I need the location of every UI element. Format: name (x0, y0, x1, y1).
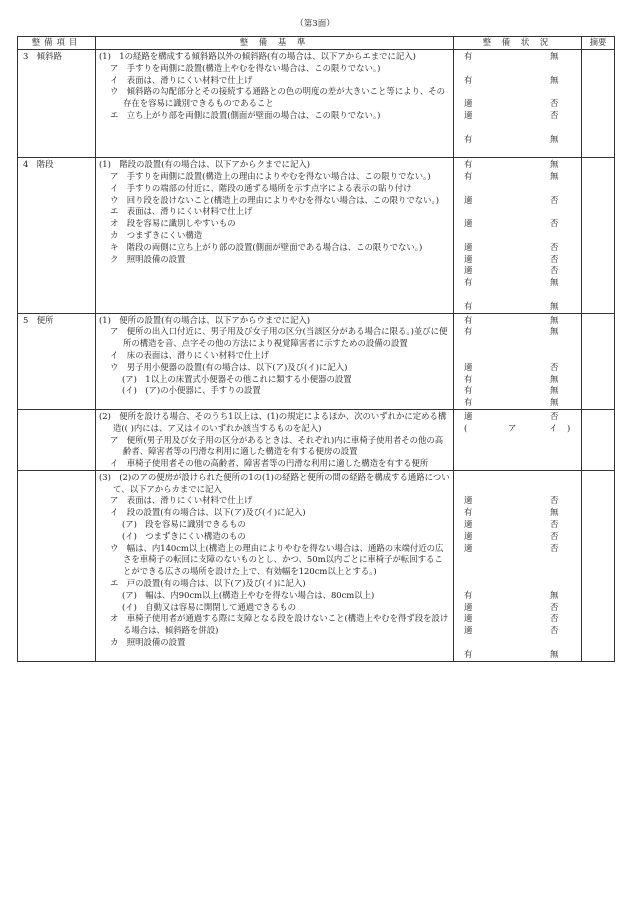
standard-line: ウ 回り段を設けないこと(構造上の理由によりやむを得ない場合は、この限りでない。) (110, 194, 439, 205)
status-line (454, 578, 581, 590)
status-line (454, 602, 581, 614)
status-option: 適 (464, 601, 473, 612)
standard-line: イ 段の設置(有の場合は、以下(ア)及び(イ)に記入) (110, 507, 306, 518)
status-option: 否 (550, 601, 559, 612)
status-option: 否 (550, 519, 559, 530)
status-option: 適 (464, 625, 473, 636)
notes-cell (582, 158, 615, 313)
status-line (454, 338, 581, 350)
status-line (454, 63, 581, 75)
status-line (454, 554, 581, 566)
status-option: 有 (464, 507, 473, 518)
table-row (18, 470, 615, 661)
status-option: 適 (464, 542, 473, 553)
status-option: 適 (464, 194, 473, 205)
notes-cell (582, 50, 615, 158)
status-option: 有 (464, 159, 473, 170)
standard-line: イ 床の表面は、滑りにくい材料で仕上げ (110, 349, 270, 360)
status-option: 適 (464, 265, 473, 276)
status-line (454, 484, 581, 496)
status-option: 無 (550, 74, 559, 85)
status-option: 有 (464, 648, 473, 659)
status-option: 否 (550, 495, 559, 506)
status-option: 適 (464, 410, 473, 421)
standard-line: (イ) つまずきにくい構造のもの (122, 530, 246, 541)
status-option: 否 (550, 613, 559, 624)
status-option: 有 (464, 51, 473, 61)
checklist-table (17, 36, 615, 662)
standard-line: (イ) 自動又は容易に開閉して通過できるもの (122, 601, 297, 612)
standard-line: ア 手すりを両側に設置(構造上やむを得ない場合は、この限りでない。) (110, 62, 381, 73)
status-option: 無 (550, 373, 559, 384)
status-line (454, 350, 581, 362)
item-cell: 5 便所 (18, 313, 96, 409)
standard-line: エ 表面は、滑りにくい材料で仕上げ (110, 206, 253, 217)
standard-line: ク 照明設備の設置 (110, 253, 186, 264)
status-option: 否 (550, 194, 559, 205)
status-line (454, 495, 581, 507)
status-line (454, 637, 581, 649)
status-line (454, 195, 581, 207)
status-line (454, 590, 581, 602)
item-cell (18, 470, 96, 661)
status-option: 有 (464, 277, 473, 288)
notes-cell (582, 313, 615, 409)
status-option: 無 (550, 277, 559, 288)
status-cell (454, 470, 582, 661)
status-line (454, 625, 581, 637)
status-line (454, 315, 581, 327)
choice-i: イ (549, 422, 558, 433)
table-row (18, 158, 615, 313)
table-row (18, 313, 615, 409)
status-line (454, 301, 581, 313)
status-option: 無 (550, 397, 559, 408)
status-line (454, 122, 581, 134)
standard-cell (96, 313, 454, 409)
status-option: 否 (550, 625, 559, 636)
status-option: 適 (464, 519, 473, 530)
status-line (454, 649, 581, 661)
status-option: 有 (464, 74, 473, 85)
status-option: 無 (550, 314, 559, 325)
status-option: 有 (464, 385, 473, 396)
status-option: 否 (550, 542, 559, 553)
status-line (454, 171, 581, 183)
paren-open: ( (464, 422, 468, 433)
standard-line: (イ) (ア)の小便器に、手すりの設置 (122, 385, 261, 396)
status-line (454, 110, 581, 122)
status-line (454, 411, 581, 423)
table-row (18, 409, 615, 470)
choice-a: ア (508, 422, 517, 433)
status-option: 有 (464, 589, 473, 600)
paren-close: ) (567, 422, 571, 433)
status-line (454, 543, 581, 555)
status-option: 適 (464, 361, 473, 372)
checklist-body (18, 50, 615, 662)
status-line (454, 397, 581, 409)
status-line (454, 98, 581, 110)
status-line (454, 374, 581, 386)
standard-line: イ 手すりの端部の付近に、階段の通ずる場所を示す点字による表示の貼り付け (110, 182, 412, 193)
standard-line: (ア) 幅は、内90cm以上(構造上やむを得ない場合は、80cm以上) (122, 589, 375, 600)
standard-line: カ つまずきにくい構造 (110, 229, 203, 240)
status-option: 有 (464, 373, 473, 384)
status-option: 無 (550, 507, 559, 518)
status-line (454, 242, 581, 254)
status-line (454, 519, 581, 531)
standard-line: ア 便所(男子用及び女子用の区分があるときは、それぞれ)内に車椅子使用者その他の高齢者、障害者等の円滑な利用に適した構造を有する便房の設置 (110, 434, 444, 457)
status-option: 無 (550, 170, 559, 181)
standard-line: カ 照明設備の設置 (110, 637, 186, 648)
status-line (454, 134, 581, 146)
status-line (454, 206, 581, 218)
status-line (454, 86, 581, 98)
status-option: 無 (550, 51, 559, 61)
status-line (454, 75, 581, 87)
standard-line: ウ 男子用小便器の設置(有の場合は、以下(ア)及び(イ)に記入) (110, 361, 348, 372)
header-item: 整備項目 (18, 37, 96, 50)
item-cell (18, 409, 96, 470)
standard-line: ア 手すりを両側に設置(構造上の理由によりやむを得ない場合は、この限りでない。) (110, 170, 431, 181)
status-line (454, 230, 581, 242)
status-option: 否 (550, 98, 559, 109)
standard-line: (ア) 段を容易に識別できるもの (122, 519, 246, 530)
status-line (454, 472, 581, 484)
status-option: 無 (550, 326, 559, 337)
status-option: 否 (550, 410, 559, 421)
status-option: 適 (464, 495, 473, 506)
status-option: 有 (464, 397, 473, 408)
standard-line: (3) (2)のアの便房が設けられた便所の1の(1)の経路と便所の間の経路を構成する通路について、以下アからカまでに記入 (99, 471, 450, 494)
table-row (18, 50, 615, 158)
standard-line: イ 車椅子使用者その他の高齢者、障害者等の円滑な利用に適した構造を有する便所 (110, 458, 429, 469)
standard-line: キ 階段の両側に立ち上がり部の設置(側面が壁面である場合は、この限りでない。) (110, 241, 423, 252)
standard-cell (96, 50, 454, 158)
status-option: 有 (464, 326, 473, 337)
status-option: 無 (550, 648, 559, 659)
status-option: 無 (550, 589, 559, 600)
standard-cell (96, 158, 454, 313)
status-line (454, 145, 581, 157)
status-option: 有 (464, 300, 473, 311)
status-option: 否 (550, 530, 559, 541)
status-choice-line (454, 423, 581, 435)
status-option: 無 (550, 300, 559, 311)
status-option: 適 (464, 530, 473, 541)
status-option: 無 (550, 133, 559, 144)
notes-cell (582, 470, 615, 661)
standard-line: (1) 1の経路を構成する傾斜路以外の傾斜路(有の場合は、以下アからエまでに記入) (99, 51, 416, 61)
status-option: 有 (464, 133, 473, 144)
status-line (454, 277, 581, 289)
status-line (454, 51, 581, 63)
status-option: 有 (464, 314, 473, 325)
status-cell (454, 313, 582, 409)
status-line (454, 507, 581, 519)
status-option: 無 (550, 385, 559, 396)
status-option: 適 (464, 218, 473, 229)
status-option: 適 (464, 241, 473, 252)
status-option: 否 (550, 265, 559, 276)
standard-cell (96, 470, 454, 661)
status-line (454, 326, 581, 338)
status-cell (454, 158, 582, 313)
page-label: （第3面） (295, 19, 335, 29)
status-line (454, 531, 581, 543)
standard-line: ウ 幅は、内140cm以上(構造上の理由によりやむを得ない場合は、通路の末端付近の広さを車椅子の転回に支障のないものとし、かつ、50m以内ごとに車椅子が転回することができる広さの場所を設けた上で、有効幅を120cm以上とする。) (110, 542, 444, 577)
standard-line: (ア) 1以上の床置式小便器その他これに類する小便器の設置 (122, 373, 352, 384)
status-option: 適 (464, 98, 473, 109)
status-option: 否 (550, 218, 559, 229)
standard-line: イ 表面は、滑りにくい材料で仕上げ (110, 74, 253, 85)
status-option: 適 (464, 613, 473, 624)
standard-line: エ 立ち上がり部を両側に設置(側面が壁面の場合は、この限りでない。) (110, 109, 381, 120)
status-line (454, 362, 581, 374)
status-option: 適 (464, 109, 473, 120)
status-line (454, 218, 581, 230)
standard-line: ウ 傾斜路の勾配部分とその接続する通路との色の明度の差が大きいこと等により、その存在を容易に識別できるものであること (110, 86, 445, 109)
notes-cell (582, 409, 615, 470)
standard-line: ア 表面は、滑りにくい材料で仕上げ (110, 495, 253, 506)
status-line (454, 613, 581, 625)
standard-line: (1) 階段の設置(有の場合は、以下アからクまでに記入) (99, 159, 311, 170)
standard-line: ア 便所の出入口付近に、男子用及び女子用の区分(当該区分がある場合に限る。)並びに便所の構造を音、点字その他の方法により視覚障害者に示すための設備の設置 (110, 326, 448, 349)
status-option: 否 (550, 241, 559, 252)
status-option: 有 (464, 170, 473, 181)
status-line (454, 265, 581, 277)
standard-line: オ 車椅子使用者が通過する際に支障となる段を設けないこと(構造上やむを得ず段を設ける場合は、傾斜路を併設) (110, 613, 449, 636)
status-option: 無 (550, 159, 559, 170)
status-line (454, 159, 581, 171)
status-cell (454, 409, 582, 470)
header-standard: 整 備 基 準 (96, 37, 454, 50)
standard-line: オ 段を容易に識別しやすいもの (110, 218, 236, 229)
header-status: 整 備 状 況 (454, 37, 582, 50)
status-line (454, 566, 581, 578)
status-option: 否 (550, 361, 559, 372)
standard-line: (2) 便所を設ける場合、そのうち1以上は、(1)の規定によるほか、次のいずれかに定める構造(( )内には、ア又はイのいずれか該当するものを記入) (99, 410, 447, 433)
item-cell: 3 傾斜路 (18, 50, 96, 158)
status-line (454, 183, 581, 195)
status-option: 否 (550, 253, 559, 264)
status-option: 適 (464, 253, 473, 264)
status-line (454, 289, 581, 301)
status-cell (454, 50, 582, 158)
standard-line: エ 戸の設置(有の場合は、以下(ア)及び(イ)に記入) (110, 578, 306, 589)
item-cell: 4 階段 (18, 158, 96, 313)
standard-cell (96, 409, 454, 470)
status-line (454, 385, 581, 397)
header-notes: 摘要 (582, 37, 615, 50)
status-option: 否 (550, 109, 559, 120)
status-line (454, 254, 581, 266)
standard-line: (1) 便所の設置(有の場合は、以下アからウまでに記入) (99, 314, 311, 325)
